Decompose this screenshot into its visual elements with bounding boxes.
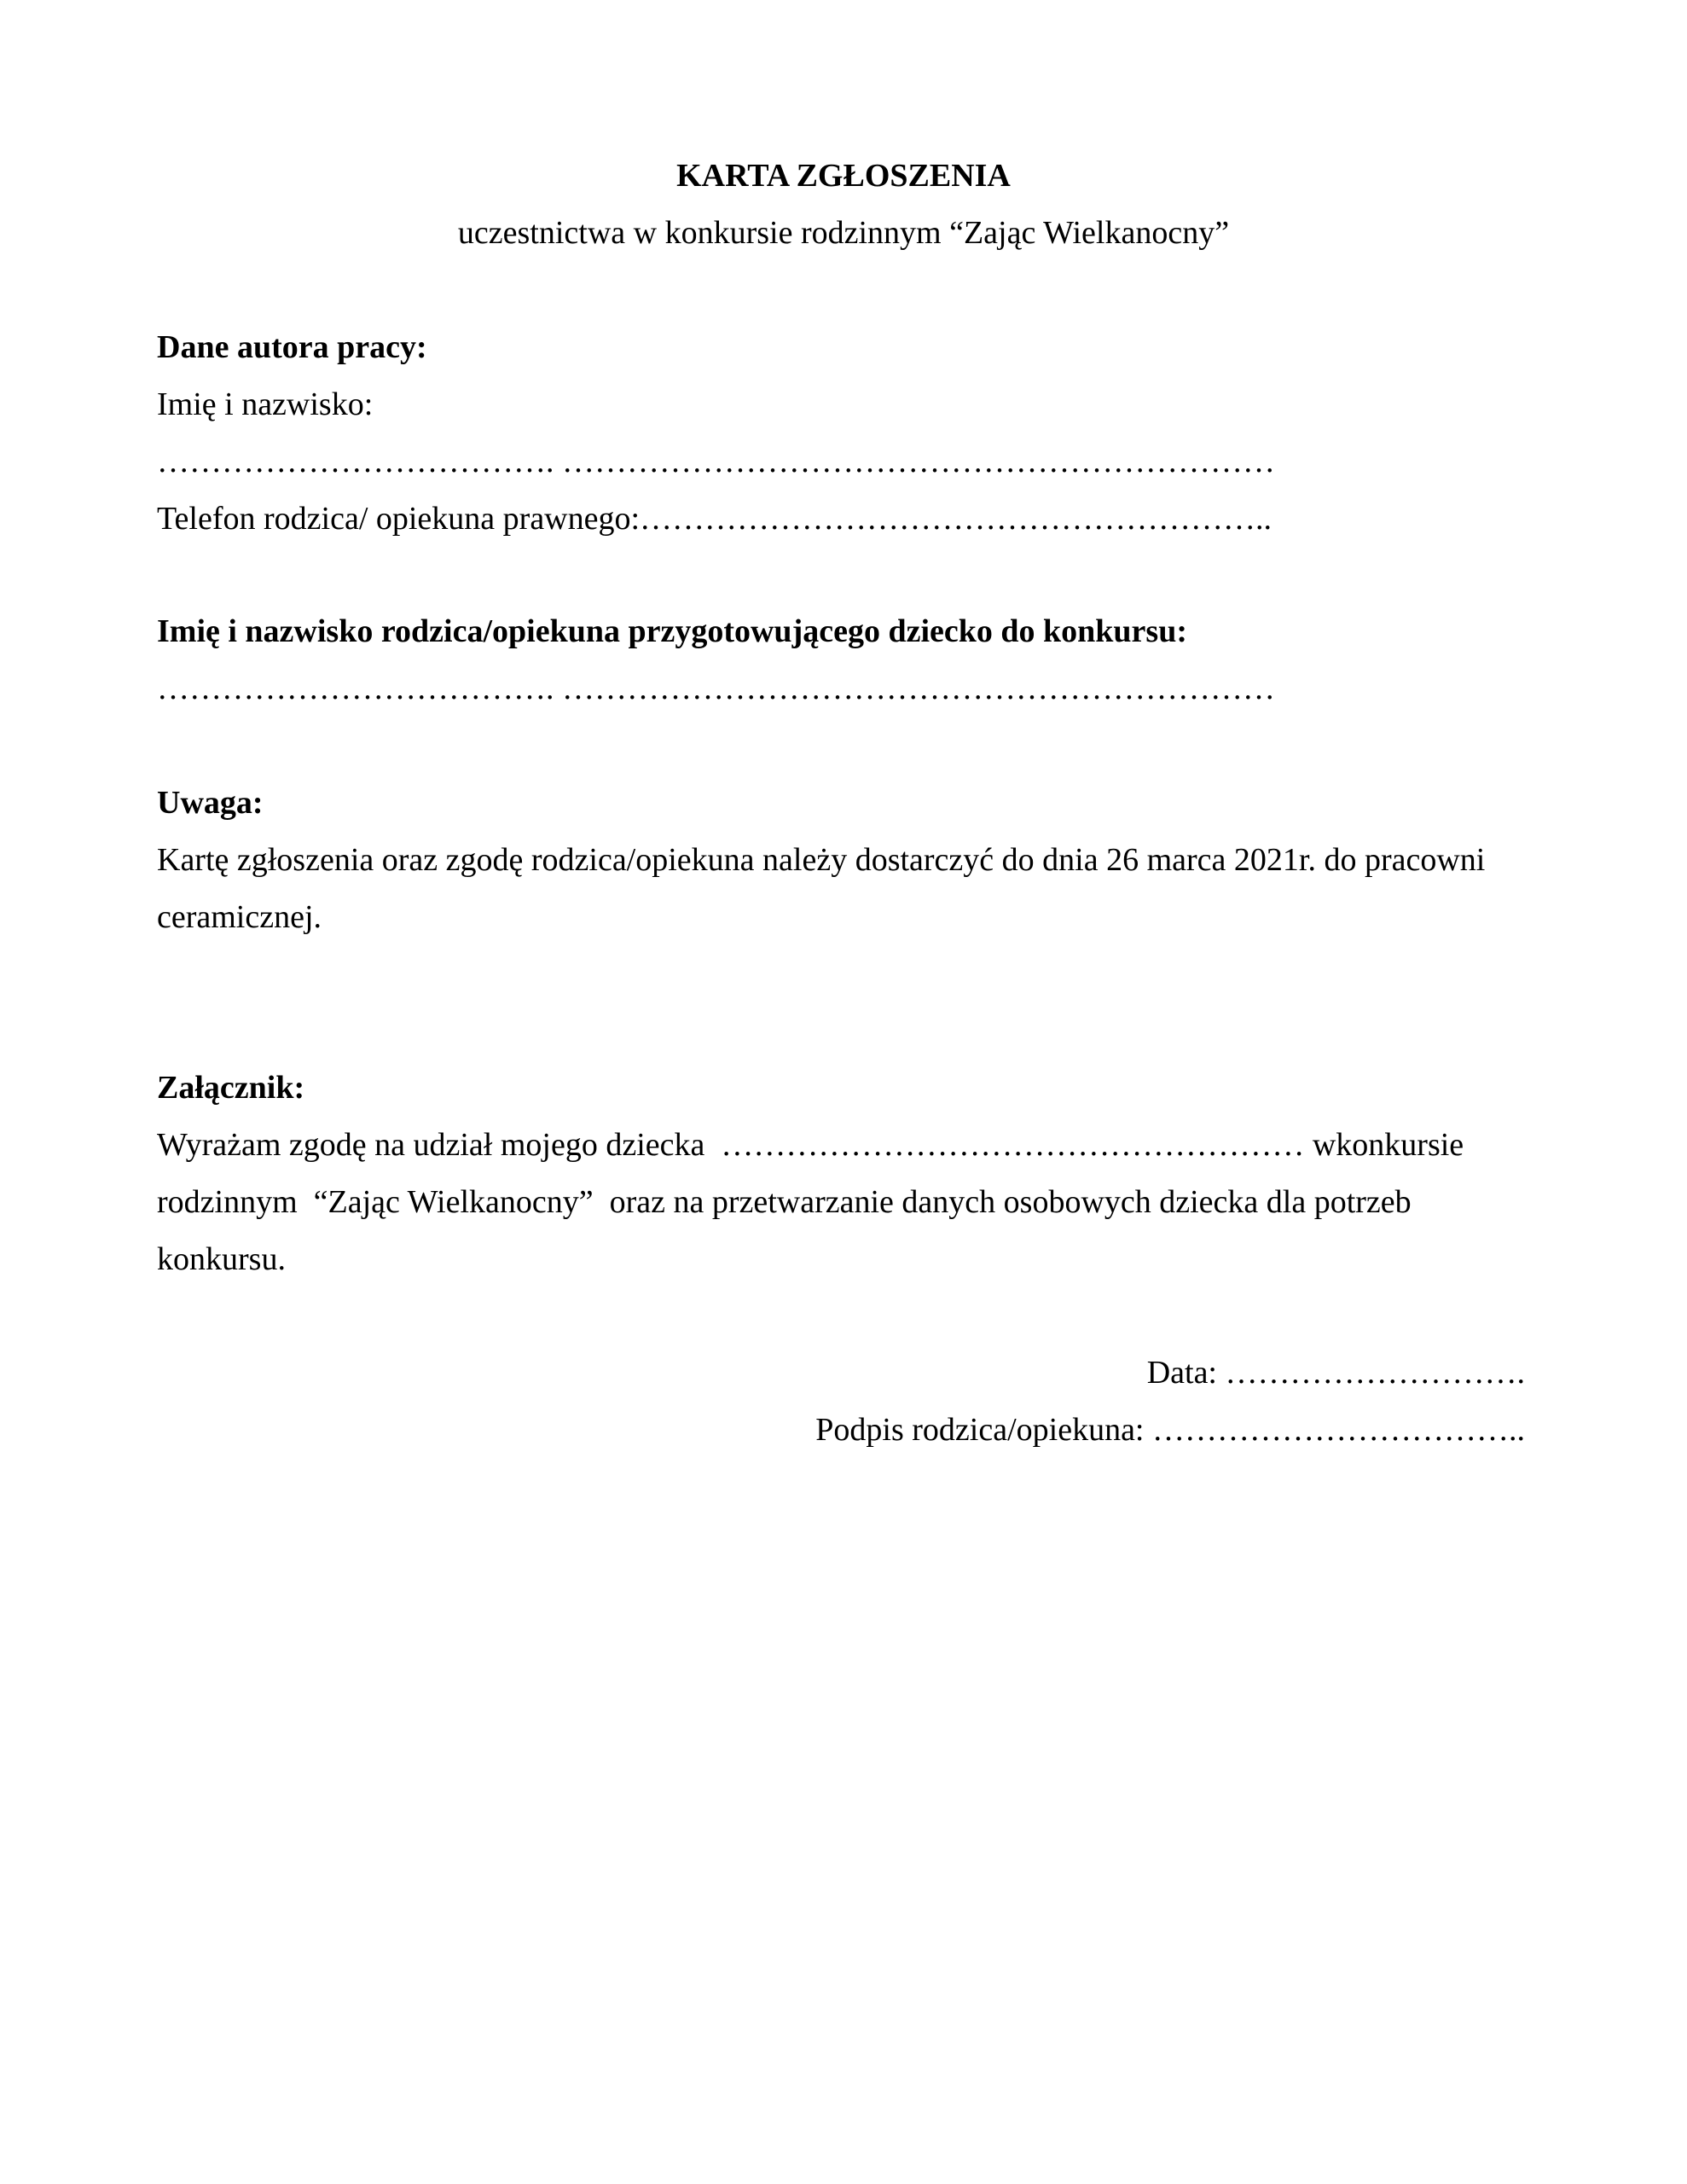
consent-text-line-2: rodzinnym “Zając Wielkanocny” oraz na przetwarzanie danych osobowych dziecka dla potrzeb [157, 1184, 1412, 1220]
author-section-heading: Dane autora pracy: [157, 329, 427, 365]
consent-text-line-1: Wyrażam zgodę na udział mojego dziecka ……………………………………………… wkonkursie [157, 1127, 1464, 1163]
author-name-field: ………………………………. ………………………………………………………… [157, 444, 1275, 479]
attachment-heading: Załącznik: [157, 1070, 305, 1106]
note-text-line-2: ceramicznej. [157, 899, 322, 935]
signature-field: Podpis rodzica/opiekuna: …………………………….. [815, 1412, 1525, 1448]
parent-name-field: ………………………………. ………………………………………………………… [157, 671, 1275, 706]
author-name-label: Imię i nazwisko: [157, 386, 374, 422]
parent-section-heading: Imię i nazwisko rodzica/opiekuna przygotowującego dziecko do konkursu: [157, 613, 1187, 649]
consent-text-line-3: konkursu. [157, 1241, 286, 1277]
guardian-phone-field: Telefon rodzica/ opiekuna prawnego:………………………………………………….. [157, 501, 1272, 537]
note-heading: Uwaga: [157, 785, 264, 821]
date-field: Data: ………………………. [1146, 1355, 1525, 1391]
note-text-line-1: Kartę zgłoszenia oraz zgodę rodzica/opiekuna należy dostarczyć do dnia 26 marca 2021r. do pracowni [157, 842, 1486, 878]
document-subtitle: uczestnictwa w konkursie rodzinnym “Zając Wielkanocny” [457, 215, 1230, 251]
document-title: KARTA ZGŁOSZENIA [676, 158, 1011, 194]
